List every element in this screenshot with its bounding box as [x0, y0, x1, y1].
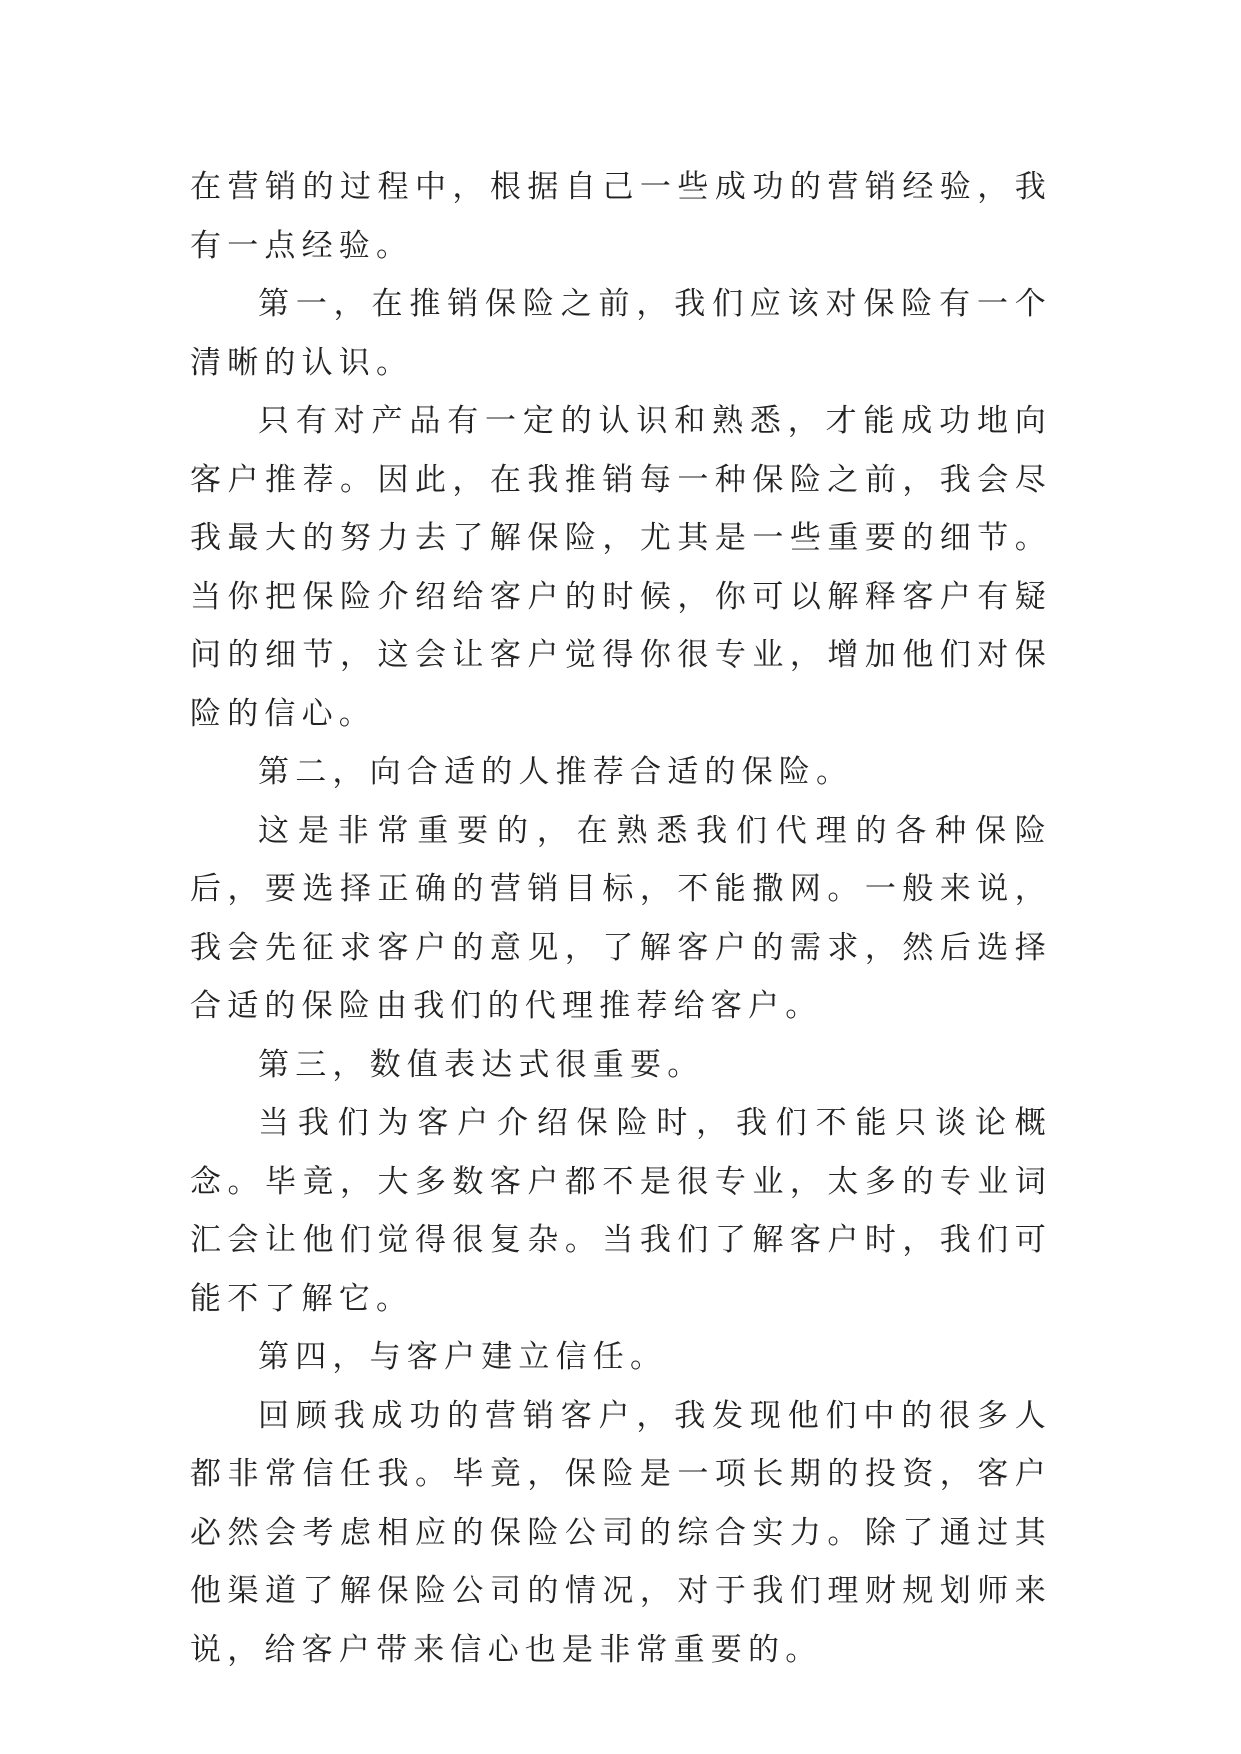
paragraph-point-three-body: 当我们为客户介绍保险时，我们不能只谈论概念。毕竟，大多数客户都不是很专业，太多的专业词汇会让他们觉得很复杂。当我们了解客户时，我们可能不了解它。	[190, 1105, 1052, 1317]
paragraph-intro: 在营销的过程中，根据自己一些成功的营销经验，我有一点经验。	[190, 169, 1052, 264]
paragraph-point-two-body: 这是非常重要的，在熟悉我们代理的各种保险后，要选择正确的营销目标，不能撒网。一般来说，我会先征求客户的意见，了解客户的需求，然后选择合适的保险由我们的代理推荐给客户。	[190, 812, 1052, 1024]
paragraph-point-two-heading: 第二，向合适的人推荐合适的保险。	[258, 754, 854, 790]
paragraph-point-four-body: 回顾我成功的营销客户，我发现他们中的很多人都非常信任我。毕竟，保险是一项长期的投资，客户必然会考虑相应的保险公司的综合实力。除了通过其他渠道了解保险公司的情况，对于我们理财规划师来说，给客户带来信心也是非常重要的。	[190, 1397, 1052, 1668]
paragraph-point-one-body: 只有对产品有一定的认识和熟悉，才能成功地向客户推荐。因此，在我推销每一种保险之前，我会尽我最大的努力去了解保险，尤其是一些重要的细节。当你把保险介绍给客户的时候，你可以解释客户有疑问的细节，这会让客户觉得你很专业，增加他们对保险的信心。	[190, 403, 1052, 732]
paragraph-point-four-heading: 第四，与客户建立信任。	[258, 1339, 668, 1375]
paragraph-point-three-heading: 第三，数值表达式很重要。	[258, 1046, 705, 1083]
paragraph-point-one-heading: 第一，在推销保险之前，我们应该对保险有一个清晰的认识。	[190, 286, 1052, 381]
document-body	[190, 158, 1052, 1679]
